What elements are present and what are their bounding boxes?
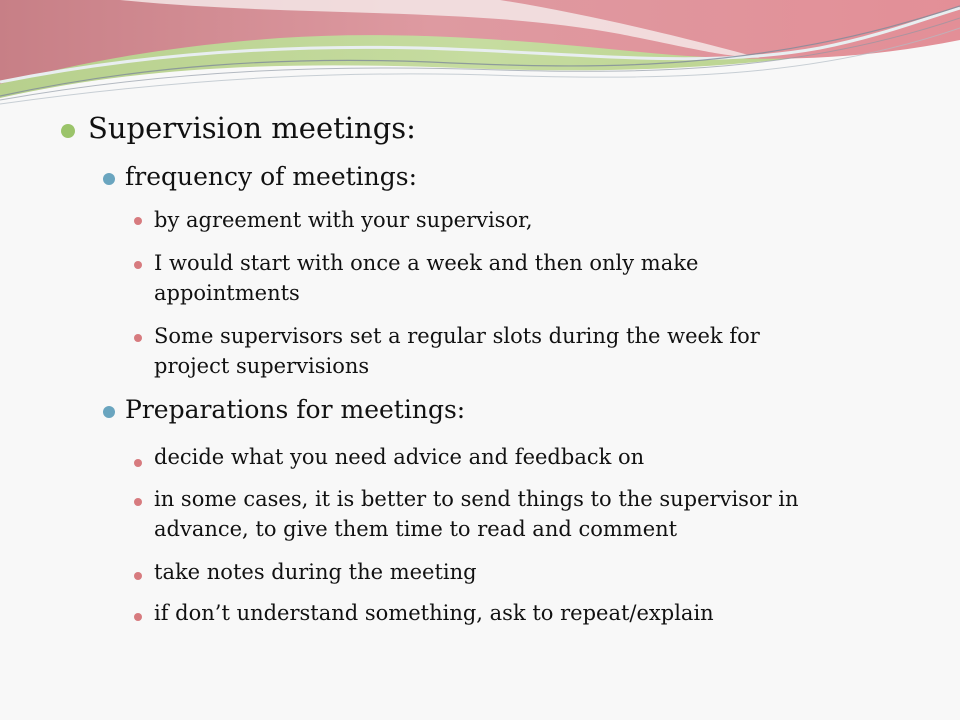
point-line-continued: project supervisions: [154, 354, 370, 378]
point-line-continued: advance, to give them time to read and comment: [154, 517, 678, 541]
point-regular-slots: [154, 321, 760, 381]
level1-bullet: [61, 124, 75, 138]
point-decide-advice: [154, 442, 644, 472]
level3-bullet: [134, 217, 142, 225]
point-weekly-start: [154, 248, 698, 308]
level3-bullet: [134, 498, 142, 506]
section-title-frequency: frequency of meetings:: [125, 162, 418, 191]
section-title-preparations: Preparations for meetings:: [125, 395, 466, 424]
level3-bullet: [134, 572, 142, 580]
point-take-notes: [154, 557, 477, 587]
point-line-continued: appointments: [154, 281, 300, 305]
point-line: by agreement with your supervisor,: [154, 208, 533, 232]
point-send-in-advance: [154, 484, 799, 544]
point-line: I would start with once a week and then only make: [154, 251, 699, 275]
point-line: in some cases, it is better to send things to the supervisor in: [154, 487, 799, 511]
level3-bullet: [134, 459, 142, 467]
point-line: take notes during the meeting: [154, 560, 477, 584]
level2-bullet: [103, 173, 115, 185]
point-ask-repeat: [154, 598, 714, 628]
level3-bullet: [134, 261, 142, 269]
level3-bullet: [134, 613, 142, 621]
point-line: decide what you need advice and feedback on: [154, 445, 645, 469]
level3-bullet: [134, 334, 142, 342]
level2-bullet: [103, 406, 115, 418]
point-agreement: [154, 205, 533, 235]
point-line: Some supervisors set a regular slots during the week for: [154, 324, 760, 348]
heading-supervision-meetings: Supervision meetings:: [88, 111, 416, 145]
point-line: if don’t understand something, ask to repeat/explain: [154, 601, 714, 625]
